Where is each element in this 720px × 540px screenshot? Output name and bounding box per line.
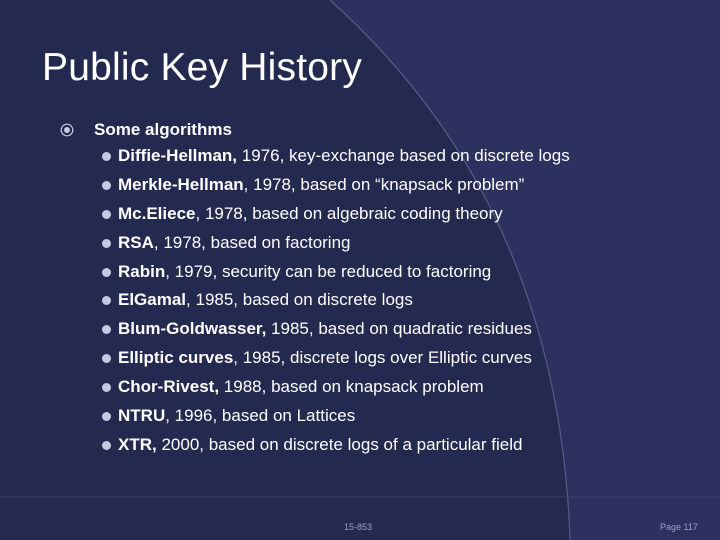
list-item [60, 229, 690, 258]
list-item [60, 142, 690, 171]
level1-heading: Some algorithms [94, 120, 232, 139]
algorithm-name: XTR, [118, 434, 157, 454]
algorithm-list [60, 142, 690, 460]
algorithm-name: Diffie-Hellman, [118, 146, 238, 165]
bullet-dot-icon [102, 383, 111, 392]
bullet-dot-icon [102, 325, 111, 334]
bullet-dot-icon [102, 354, 111, 363]
algorithm-description: , 1996, based on Lattices [165, 406, 356, 426]
slide-content [60, 118, 690, 460]
level1-bullet-item [60, 118, 690, 142]
list-item [60, 431, 690, 460]
algorithm-description: 1985, based on quadratic residues [266, 319, 532, 339]
algorithm-name: Mc.Eliece [118, 203, 196, 223]
algorithm-description: , 1978, based on “knapsack problem” [243, 174, 525, 194]
algorithm-description: , 1985, based on discrete logs [186, 290, 413, 310]
bullet-dot-icon [102, 268, 111, 277]
list-item [60, 286, 690, 315]
algorithm-name: ElGamal [118, 290, 187, 310]
algorithm-name: Rabin [118, 261, 166, 281]
bullet-dot-icon [102, 239, 111, 248]
bullet-dot-icon [102, 441, 111, 450]
algorithm-name: RSA [118, 232, 154, 252]
bullet-dot-icon [102, 296, 111, 305]
algorithm-name: Blum-Goldwasser, [118, 319, 267, 339]
list-item [60, 315, 690, 344]
algorithm-description: 1988, based on knapsack problem [219, 377, 484, 397]
slide-title: Public Key History [42, 46, 363, 89]
list-item [60, 344, 690, 373]
circle-dot-bullet-icon [60, 123, 74, 137]
algorithm-name: Merkle-Hellman [118, 174, 244, 194]
algorithm-name: NTRU [118, 406, 166, 426]
algorithm-description: , 1978, based on factoring [153, 232, 351, 252]
footer-page-number: Page 117 [660, 522, 698, 532]
bullet-dot-icon [102, 152, 111, 161]
algorithm-description: , 1978, based on algebraic coding theory [195, 203, 503, 223]
algorithm-description: , 1979, security can be reduced to factoring [165, 261, 492, 281]
list-item [60, 200, 690, 229]
list-item [60, 373, 690, 402]
list-item [60, 258, 690, 287]
algorithm-description: 2000, based on discrete logs of a particular field [156, 434, 523, 454]
list-item [60, 171, 690, 200]
bullet-dot-icon [102, 210, 111, 219]
footer-course-code: 15-853 [344, 522, 373, 532]
bullet-dot-icon [102, 412, 111, 421]
algorithm-description: 1976, key-exchange based on discrete logs [237, 146, 570, 165]
algorithm-name: Chor-Rivest, [118, 377, 220, 397]
algorithm-description: , 1985, discrete logs over Elliptic curves [233, 348, 532, 368]
algorithm-name: Elliptic curves [118, 348, 234, 368]
list-item [60, 402, 690, 431]
bullet-dot-icon [102, 181, 111, 190]
